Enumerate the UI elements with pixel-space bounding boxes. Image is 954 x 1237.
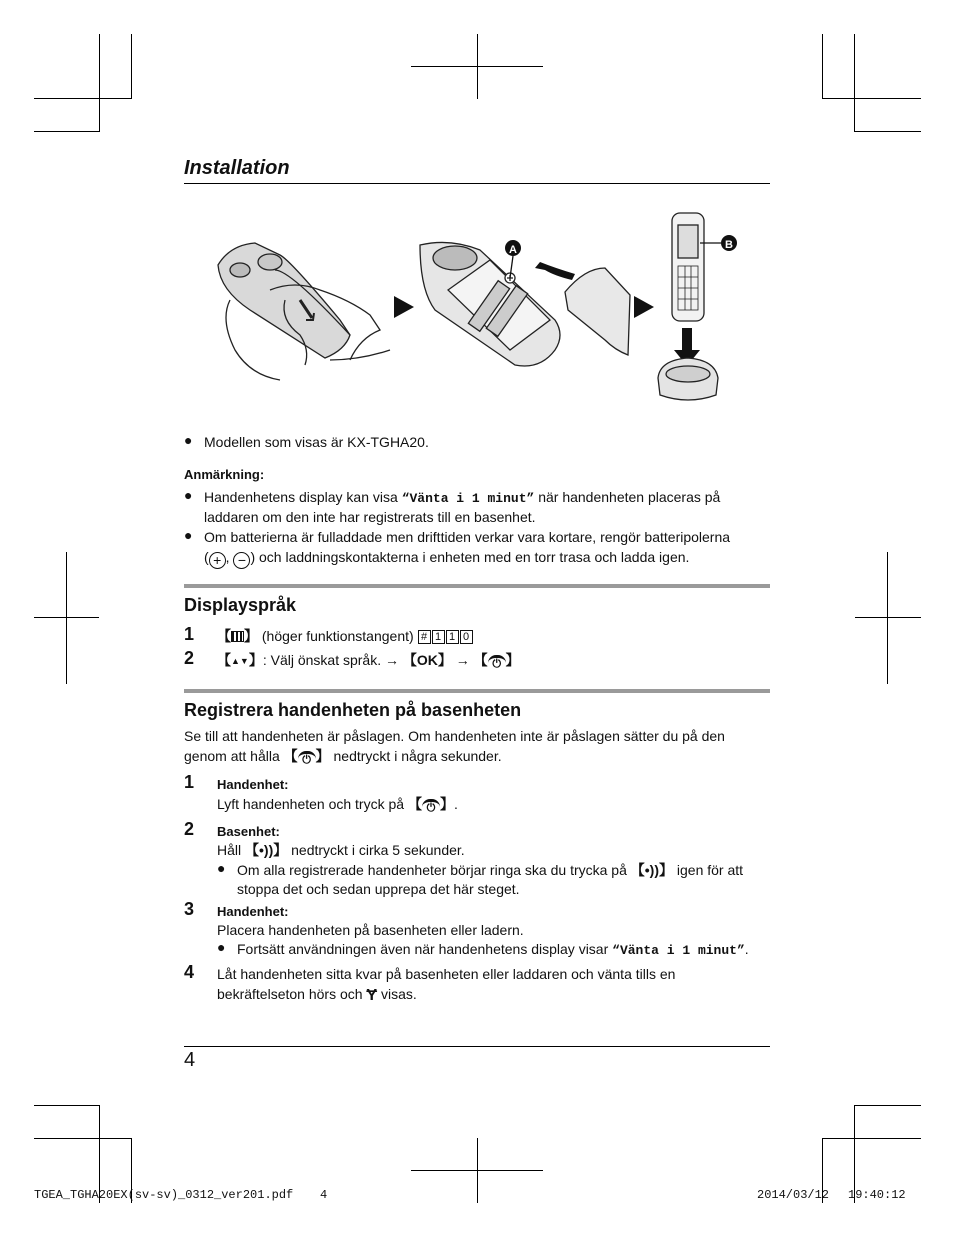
battery-compartment-icon — [420, 242, 560, 366]
bullet-dot: ● — [217, 939, 226, 955]
register-intro: Se till att handenheten är påslagen. Om handenheten inte är påslagen sätter du på den — [184, 728, 725, 744]
bullet-dot: ● — [184, 527, 193, 543]
minus-terminal-icon: − — [233, 552, 250, 569]
reg-step2-bullet: Om alla registrerade handenheter börjar ringa ska du trycka på 【•))】 igen för att — [237, 862, 744, 878]
arrow-right-icon — [394, 296, 414, 318]
display-lang-step-2: 【▲▼】: Välj önskat språk. → 【OK】 → 【 ⏻ 】 — [217, 652, 520, 670]
antenna-icon: Ɏ — [366, 987, 378, 1004]
step-number-4: 4 — [184, 962, 195, 982]
locator-key-icon: 【•))】 — [245, 842, 288, 858]
key-1b: 1 — [446, 630, 459, 644]
display-lang-title: Displayspråk — [184, 595, 297, 615]
battery-install-illustration — [210, 210, 750, 410]
footer-page: 4 — [320, 1188, 328, 1202]
register-intro-line2: genom att hålla 【 ⏻ 】 nedtryckt i några sekunder. — [184, 748, 502, 766]
note-bullet-1-line2: laddaren om den inte har registrerats till en basenhet. — [204, 509, 536, 525]
handset-front-icon — [672, 213, 704, 321]
note-heading: Anmärkning: — [184, 467, 265, 482]
arrow-up-left-icon — [535, 262, 575, 280]
nav-updown-icon: 【▲▼】 — [217, 652, 263, 668]
arrow-right-icon-2 — [634, 296, 654, 318]
page-title: Installation — [184, 157, 290, 179]
reg-step4-line2: bekräftelseton hörs och Ɏ visas. — [217, 986, 417, 1004]
step-number-2: 2 — [184, 648, 195, 668]
note-bullet-1: Handenhetens display kan visa “Vänta i 1 minut” när handenheten placeras på — [204, 489, 721, 506]
plus-terminal-icon: + — [209, 552, 226, 569]
step-number-3: 3 — [184, 899, 195, 919]
register-title: Registrera handenheten på basenheten — [184, 700, 522, 720]
display-lang-step-1: 【 】 (höger funktionstangent) # 1 1 0 — [217, 627, 474, 646]
footer-file: TGEA_TGHA20EX(sv-sv)_0312_ver201.pdf — [34, 1188, 294, 1202]
bullet-dot: ● — [184, 432, 193, 448]
step-number-1b: 1 — [184, 772, 195, 792]
key-0: 0 — [460, 630, 473, 644]
note-bullet-2-line2: ( + , − ) och laddningskontakterna i enheten med en torr trasa och ladda igen. — [204, 549, 690, 568]
section-divider — [184, 584, 770, 588]
label-b: B — [725, 239, 733, 251]
reg-step1-label: Handenhet: — [217, 777, 289, 792]
ok-key: 【OK】 — [402, 652, 452, 668]
footer-date: 2014/03/12 — [757, 1188, 830, 1202]
bullet-dot: ● — [217, 860, 226, 876]
note-bullet-2: Om batterierna är fulladdade men drifttiden verkar vara kortare, rengör batteripolerna — [204, 529, 731, 545]
reg-step3-label: Handenhet: — [217, 904, 289, 919]
model-note: Modellen som visas är KX-TGHA20. — [204, 434, 429, 450]
reg-step2-bullet-line2: stoppa det och sedan upprepa det här steget. — [237, 881, 520, 897]
label-a: A — [509, 244, 517, 256]
off-key-icon-2: 【 ⏻ 】 — [283, 748, 330, 766]
locator-key-icon-2: 【•))】 — [630, 862, 673, 878]
step-number-1: 1 — [184, 624, 195, 644]
footer-time: 19:40:12 — [848, 1188, 906, 1202]
menu-key-icon: 【 】 — [217, 628, 258, 644]
handset-back-icon — [218, 243, 350, 358]
talk-key-icon: 【 ⏻ 】 — [407, 796, 454, 814]
off-key-icon: 【 ⏻ 】 — [473, 652, 520, 670]
reg-step3-text: Placera handenheten på basenheten eller ladern. — [217, 922, 524, 938]
charger-icon — [658, 358, 718, 400]
reg-step4-text: Låt handenheten sitta kvar på basenheten eller laddaren och vänta tills en — [217, 966, 676, 982]
key-1: 1 — [432, 630, 445, 644]
reg-step2-text: Håll 【•))】 nedtryckt i cirka 5 sekunder. — [217, 842, 465, 858]
bullet-dot: ● — [184, 487, 193, 503]
reg-step3-bullet: Fortsätt användningen även när handenhetens display visar “Vänta i 1 minut”. — [237, 941, 749, 958]
reg-step1-text: Lyft handenheten och tryck på 【 ⏻ 】. — [217, 796, 458, 814]
battery-cover-icon — [565, 268, 630, 355]
page-number: 4 — [184, 1049, 196, 1071]
reg-step2-label: Basenhet: — [217, 824, 280, 839]
key-hash: # — [418, 630, 431, 644]
section-divider-2 — [184, 689, 770, 693]
step-number-2b: 2 — [184, 819, 195, 839]
bottom-rule — [184, 1046, 770, 1047]
